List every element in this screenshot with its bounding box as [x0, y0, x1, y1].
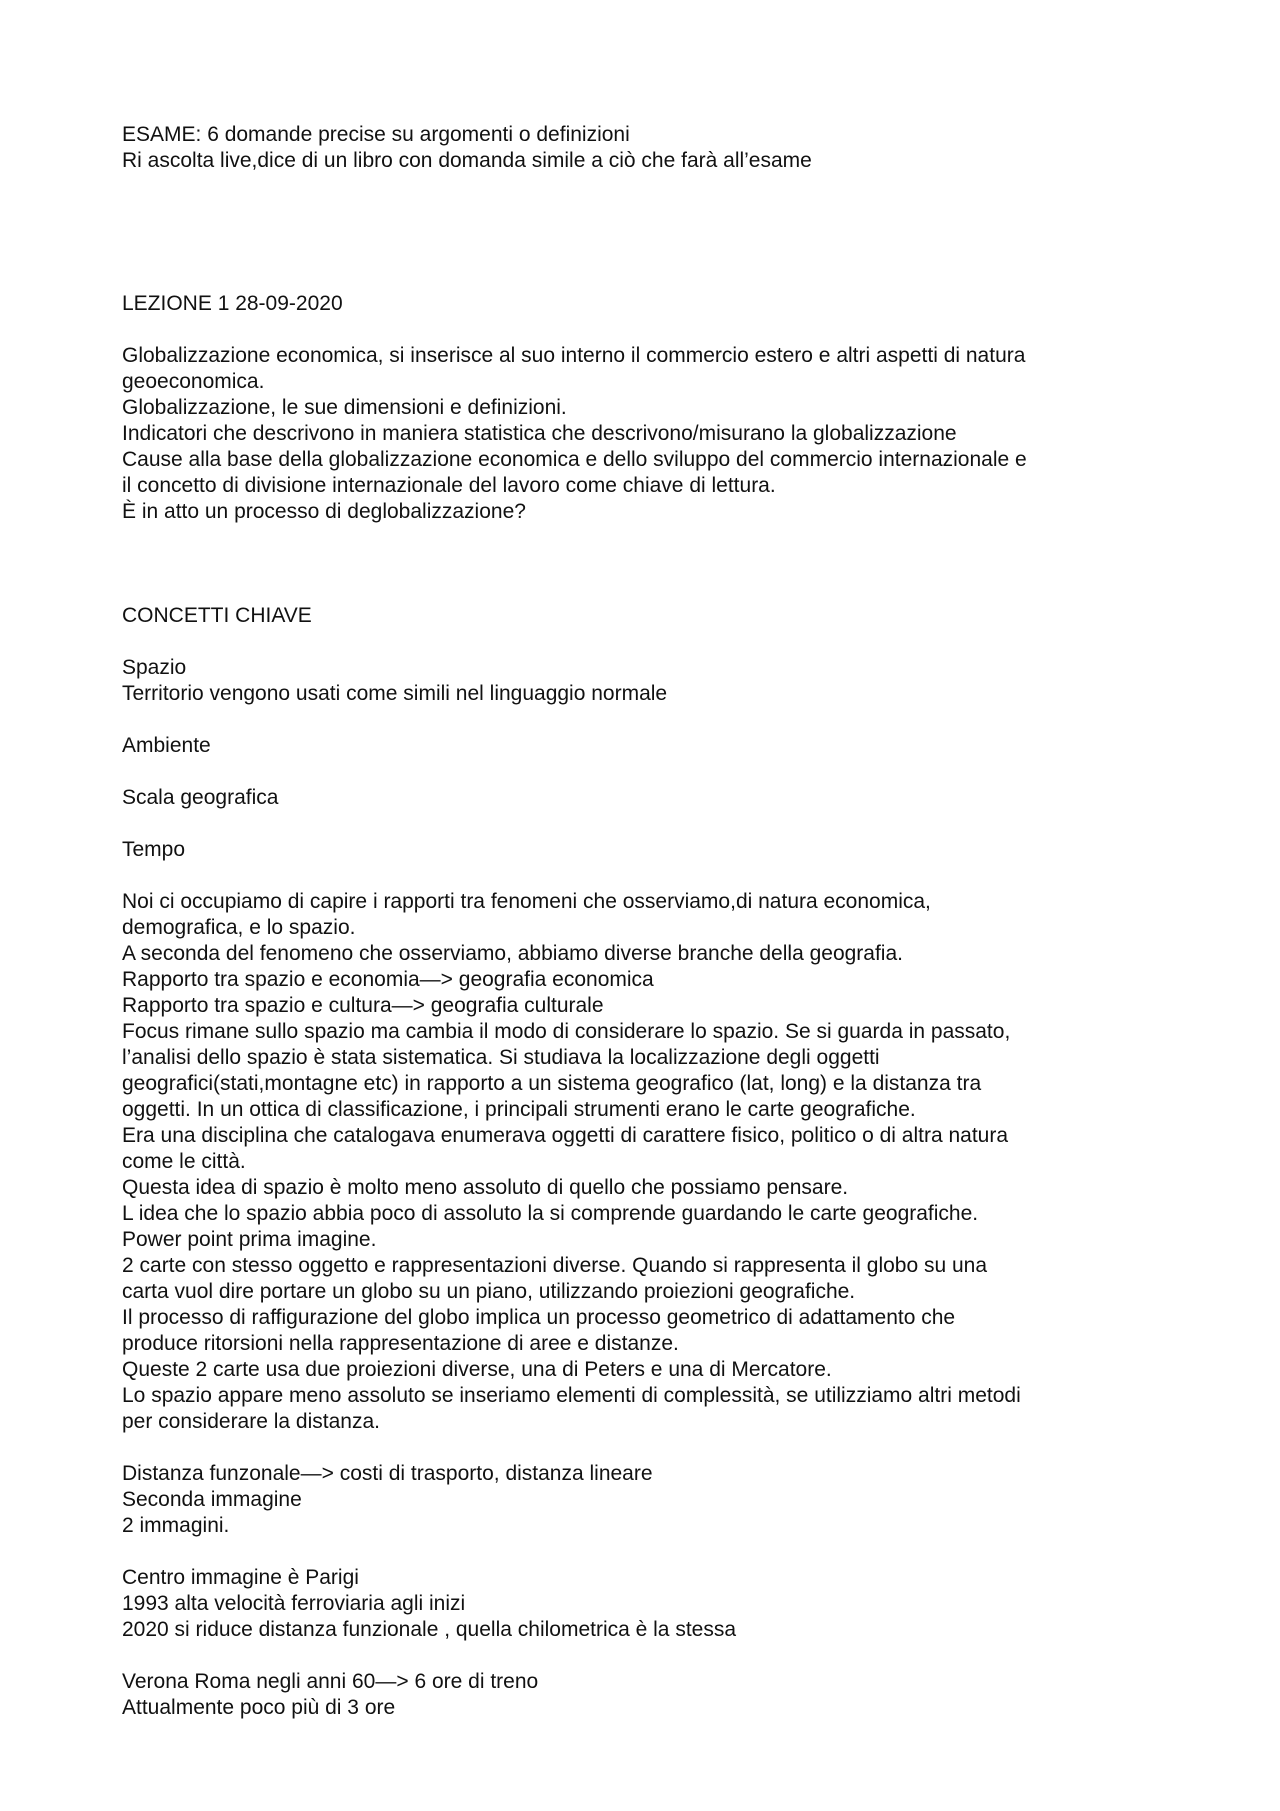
- spacer: [122, 1539, 1182, 1565]
- paragraph-line: geografici(stati,montagne etc) in rapporto a un sistema geografico (lat, long) e la distanza tra: [122, 1072, 982, 1095]
- paragraph-line: 2 immagini.: [122, 1514, 230, 1537]
- paragraph-line: Era una disciplina che catalogava enumerava oggetti di carattere fisico, politico o di altra natura: [122, 1124, 1009, 1147]
- spacer: [122, 707, 1182, 733]
- paragraph-line: Lo spazio appare meno assoluto se inseriamo elementi di complessità, se utilizziamo altri metodi: [122, 1384, 1021, 1407]
- paragraph-line: 1993 alta velocità ferroviaria agli inizi: [122, 1592, 466, 1615]
- spacer: [122, 1435, 1182, 1461]
- paragraph-line: Rapporto tra spazio e economia—> geografia economica: [122, 968, 654, 991]
- paragraph-line: Attualmente poco più di 3 ore: [122, 1696, 396, 1719]
- spacer: [122, 317, 1182, 343]
- paragraph-line: per considerare la distanza.: [122, 1410, 380, 1433]
- lesson-intro: [122, 343, 1182, 525]
- intro-line: il concetto di divisione internazionale del lavoro come chiave di lettura.: [122, 474, 776, 497]
- intro-line: Globalizzazione, le sue dimensioni e definizioni.: [122, 396, 567, 419]
- intro-line: È in atto un processo di deglobalizzazione?: [122, 500, 526, 523]
- concepts-title: CONCETTI CHIAVE: [122, 604, 312, 627]
- paragraph-line: Queste 2 carte usa due proiezioni diverse, una di Peters e una di Mercatore.: [122, 1358, 832, 1381]
- intro-line: geoeconomica.: [122, 370, 265, 393]
- spacer: [122, 811, 1182, 837]
- paragraph-line: Rapporto tra spazio e cultura—> geografia culturale: [122, 994, 604, 1017]
- paragraph-line: Il processo di raffigurazione del globo implica un processo geometrico di adattamento che: [122, 1306, 956, 1329]
- paragraph-line: Questa idea di spazio è molto meno assoluto di quello che possiamo pensare.: [122, 1176, 849, 1199]
- paragraph-line: produce ritorsioni nella rappresentazione di aree e distanze.: [122, 1332, 679, 1355]
- paragraph-line: l’analisi dello spazio è stata sistematica. Si studiava la localizzazione degli oggetti: [122, 1046, 880, 1069]
- paragraph-line: Verona Roma negli anni 60—> 6 ore di treno: [122, 1670, 539, 1693]
- paragraph-line: Centro immagine è Parigi: [122, 1566, 359, 1589]
- paragraph-line: Focus rimane sullo spazio ma cambia il modo di considerare lo spazio. Se si guarda in passato,: [122, 1020, 1011, 1043]
- paragraph-line: Noi ci occupiamo di capire i rapporti tra fenomeni che osserviamo,di natura economica,: [122, 890, 931, 913]
- paragraph-line: Power point prima imagine.: [122, 1228, 377, 1251]
- paragraph-line: carta vuol dire portare un globo su un piano, utilizzando proiezioni geografiche.: [122, 1280, 856, 1303]
- paragraph-functional-distance: [122, 1461, 1182, 1539]
- intro-line: Cause alla base della globalizzazione economica e dello sviluppo del commercio internazionale e: [122, 448, 1027, 471]
- exam-note-line: ESAME: 6 domande precise su argomenti o definizioni: [122, 123, 630, 146]
- paragraph-line: 2 carte con stesso oggetto e rappresentazioni diverse. Quando si rappresenta il globo su una: [122, 1254, 988, 1277]
- concept-line: Spazio: [122, 656, 187, 679]
- exam-note-line: Ri ascolta live,dice di un libro con domanda simile a ciò che farà all’esame: [122, 149, 812, 172]
- paragraph-line: 2020 si riduce distanza funzionale , quella chilometrica è la stessa: [122, 1618, 737, 1641]
- concept-ambiente: Ambiente: [122, 734, 211, 757]
- concept-spazio: [122, 655, 1182, 707]
- paragraph-line: Seconda immagine: [122, 1488, 302, 1511]
- document-text: [122, 122, 1182, 1721]
- spacer: [122, 629, 1182, 655]
- paragraph-line: L idea che lo spazio abbia poco di assoluto la si comprende guardando le carte geografiche.: [122, 1202, 979, 1225]
- intro-line: Indicatori che descrivono in maniera statistica che descrivono/misurano la globalizzazione: [122, 422, 957, 445]
- concept-tempo: Tempo: [122, 838, 186, 861]
- paragraph-line: demografica, e lo spazio.: [122, 916, 356, 939]
- spacer: [122, 174, 1182, 291]
- exam-note: [122, 122, 1182, 174]
- paragraph-space-geography: [122, 889, 1182, 1435]
- concept-line: Territorio vengono usati come simili nel linguaggio normale: [122, 682, 668, 705]
- spacer: [122, 525, 1182, 603]
- concept-scala: Scala geografica: [122, 786, 279, 809]
- paragraph-line: Distanza funzonale—> costi di trasporto, distanza lineare: [122, 1462, 653, 1485]
- paragraph-verona-roma: [122, 1669, 1182, 1721]
- intro-line: Globalizzazione economica, si inserisce al suo interno il commercio estero e altri aspetti di natura: [122, 344, 1026, 367]
- spacer: [122, 1643, 1182, 1669]
- lesson-title: LEZIONE 1 28-09-2020: [122, 292, 343, 315]
- paragraph-paris: [122, 1565, 1182, 1643]
- paragraph-line: oggetti. In un ottica di classificazione, i principali strumenti erano le carte geografiche.: [122, 1098, 916, 1121]
- paragraph-line: come le città.: [122, 1150, 246, 1173]
- spacer: [122, 759, 1182, 785]
- paragraph-line: A seconda del fenomeno che osserviamo, abbiamo diverse branche della geografia.: [122, 942, 903, 965]
- spacer: [122, 863, 1182, 889]
